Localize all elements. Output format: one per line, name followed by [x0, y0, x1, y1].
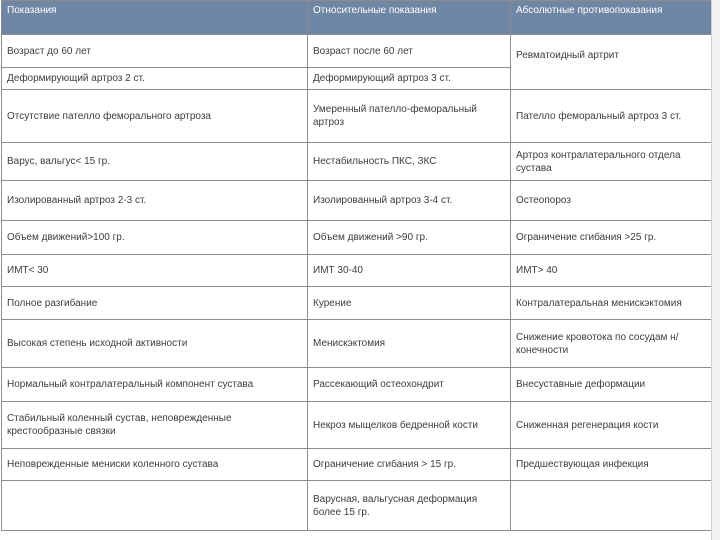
header-relative-indications: Относительные показания — [308, 1, 511, 35]
table-cell: Изолированный артроз 2-3 ст. — [2, 181, 308, 221]
table-cell: Ограничение сгибания >25 гр. — [511, 221, 712, 255]
table-cell: Варусная, вальгусная деформация более 15 гр. — [308, 481, 511, 531]
header-indications: Показания — [2, 1, 308, 35]
table-cell — [511, 481, 712, 531]
table-cell: Снижение кровотока по сосудам н/ конечности — [511, 320, 712, 368]
table-cell: Рассекающий остеохондрит — [308, 368, 511, 402]
table-cell: Полное разгибание — [2, 287, 308, 320]
table-row — [2, 320, 712, 368]
table-row — [2, 181, 712, 221]
table-cell: Сниженная регенерация кости — [511, 402, 712, 449]
table-cell: Возраст до 60 лет — [2, 35, 308, 68]
indications-table — [1, 0, 712, 531]
table-cell: Ограничение сгибания > 15 гр. — [308, 449, 511, 481]
table-row — [2, 402, 712, 449]
table-cell: ИМТ 30-40 — [308, 255, 511, 287]
table-cell: Изолированный артроз 3-4 ст. — [308, 181, 511, 221]
table-cell: Отсутствие пателло феморального артроза — [2, 90, 308, 143]
table-cell: Объем движений>100 гр. — [2, 221, 308, 255]
table-cell: Артроз контралатерального отдела сустава — [511, 143, 712, 181]
table-row — [2, 143, 712, 181]
table-cell: Нестабильность ПКС, ЗКС — [308, 143, 511, 181]
table-cell: Стабильный коленный сустав, неповрежденные крестообразные связки — [2, 402, 308, 449]
table-row — [2, 90, 712, 143]
table-row — [2, 35, 712, 68]
table-cell: Контралатеральная менискэктомия — [511, 287, 712, 320]
table-row — [2, 481, 712, 531]
table-cell: Объем движений >90 гр. — [308, 221, 511, 255]
table-row — [2, 449, 712, 481]
header-absolute-contraindications: Абсолютные противопоказания — [511, 1, 712, 35]
table-cell: Деформирующий артроз 2 ст. — [2, 68, 308, 90]
table-cell: Предшествующая инфекция — [511, 449, 712, 481]
table-cell: Нормальный контралатеральный компонент сустава — [2, 368, 308, 402]
table-cell: Возраст после 60 лет — [308, 35, 511, 68]
table-row — [2, 255, 712, 287]
table-cell — [2, 481, 308, 531]
table-header-row — [2, 1, 712, 35]
table-cell: ИМТ< 30 — [2, 255, 308, 287]
table-cell: Варус, вальгус< 15 гр. — [2, 143, 308, 181]
table-cell: Высокая степень исходной активности — [2, 320, 308, 368]
table-cell: Внесуставные деформации — [511, 368, 712, 402]
table-cell: Остеопороз — [511, 181, 712, 221]
table-row — [2, 221, 712, 255]
table-cell: Умеренный пателло-феморальный артроз — [308, 90, 511, 143]
table-cell: Пателло феморальный артроз 3 ст. — [511, 90, 712, 143]
table-cell: Некроз мыщелков бедренной кости — [308, 402, 511, 449]
table-cell: ИМТ> 40 — [511, 255, 712, 287]
table-cell: Курение — [308, 287, 511, 320]
table-cell: Неповрежденные мениски коленного сустава — [2, 449, 308, 481]
table-cell: Менискэктомия — [308, 320, 511, 368]
table-cell: Ревматоидный артрит — [511, 35, 712, 90]
table-cell: Деформирующий артроз 3 ст. — [308, 68, 511, 90]
table-row — [2, 287, 712, 320]
scrollbar-track — [711, 0, 720, 540]
table-row — [2, 368, 712, 402]
